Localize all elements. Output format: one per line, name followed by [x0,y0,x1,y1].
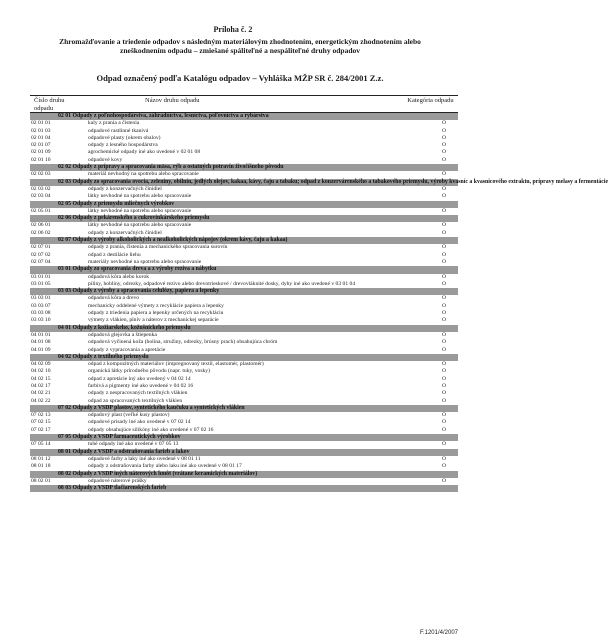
waste-code: 02 06 02 [31,229,51,236]
waste-name: odpad zo spracovaných textilných vlákien [88,397,183,404]
waste-category: O [441,142,447,149]
waste-category: O [441,302,447,309]
waste-name: odpady z triedenia papiera a lepenky určených na recykláciu [88,310,224,317]
table-row [30,244,458,251]
waste-code: 02 07 01 [31,244,51,251]
waste-code: 08 02 01 [31,477,51,484]
waste-name: látky nevhodné na spotrebu alebo spracovanie [88,207,192,214]
table-row [30,230,458,237]
table-row [30,142,458,149]
waste-category: O [441,229,447,236]
table-row [30,463,458,470]
group-title: 07 05 Odpady z VSDP farmaceutických výrobkov [58,434,181,441]
group-title: 03 01 Odpady zo spracovania dreva a z výroby reziva a nábytku [58,266,217,273]
waste-name: odpad z kompozitných materiálov (impregnovaný textil, elastomér, plastomér) [88,361,264,368]
table-row [30,295,458,302]
group-header-row [30,237,458,244]
waste-name: farbivá a pigmenty iné ako uvedené v 04 02 16 [88,382,194,389]
group-header-row [30,164,458,171]
waste-category: O [441,273,447,280]
waste-code: 02 05 01 [31,207,51,214]
waste-name: agrochemické odpady iné ako uvedené v 02 01 08 [88,149,201,156]
waste-code: 02 01 07 [31,142,51,149]
group-title: 03 03 Odpady z výroby a spracovania celulózy, papiera a lepenky [58,288,220,295]
form-code: F.1201/4/2007 [419,630,458,636]
column-header-category: Kategória odpadu [407,97,454,104]
waste-category: O [441,222,447,229]
waste-table [30,113,608,492]
table-row [30,128,458,135]
waste-name: látky nevhodné na spotrebu alebo spracovanie [88,193,192,200]
group-header-row [30,113,458,120]
table-row [30,186,458,193]
group-header-row [30,266,458,273]
waste-code: 02 06 01 [31,222,51,229]
group-header-row [30,485,458,492]
table-row [30,120,458,127]
waste-code: 03 03 07 [31,302,51,309]
waste-code: 02 01 10 [31,156,51,163]
group-header-row [30,178,608,186]
table-row [30,222,458,229]
group-title: 02 01 Odpady z poľnohospodárstva, záhradníctva, lesníctva, poľovníctva a rybárstva [58,113,269,119]
waste-code: 04 01 08 [31,339,51,346]
table-row [30,193,458,200]
table-row [30,383,458,390]
group-header-row [30,288,458,295]
table-row [30,398,458,405]
waste-name: odpad z apretácie iný ako uvedený v 04 02 14 [88,375,191,382]
waste-name: kaly z prania a čistenia [88,120,140,127]
waste-name: odpadová vyčinená koža (holina, stružiny, odrezky, brúsny prach) obsahujúca chróm [88,339,278,346]
table-row [30,376,458,383]
waste-category: O [441,310,447,317]
table-row [30,135,458,142]
waste-name: odpady z konzervačných činidiel [88,185,162,192]
waste-code: 07 05 14 [31,441,51,448]
waste-category: O [441,426,447,433]
table-row [30,419,458,426]
waste-code: 02 01 03 [31,127,51,134]
waste-category: O [441,361,447,368]
table-row [30,339,458,346]
waste-name: odpadové farby a laky iné ako uvedené v 08 01 11 [88,455,201,462]
table-row [30,390,458,397]
table-row [30,303,458,310]
waste-name: piliny, hobliny, odrezky, odpadové rezivo alebo drevotrieskové / drevovláknité dosky, dyhy iné ako uvedené v 03 01 04 [88,280,356,287]
waste-category: O [441,251,447,258]
waste-name: materiál nevhodný na spotrebu alebo spracovanie [88,171,199,178]
waste-category: O [441,477,447,484]
waste-name: odpady z nespracovaných textilných vlákien [88,390,188,397]
table-row [30,171,458,178]
waste-category: O [441,390,447,397]
table-row [30,281,458,288]
waste-code: 04 02 17 [31,382,51,389]
table-row [30,310,458,317]
group-title: 04 01 Odpady z kožiarskeho, kožušníckeho priemyslu [58,324,191,331]
waste-category: O [441,149,447,156]
waste-category: O [441,412,447,419]
group-title: 07 02 Odpady z VSDP plastov, syntetického kaučuku a syntetických vlákien [58,404,245,411]
waste-category: O [441,120,447,127]
waste-name: mechanicky oddelené výmety z recyklácie papiera a lepenky [88,302,224,309]
waste-name: odpadové rastlinné tkanivá [88,127,149,134]
waste-category: O [441,346,447,353]
group-header-row [30,471,458,478]
waste-name: tuhé odpady iné ako uvedené v 07 05 13 [88,441,179,448]
waste-category: O [441,280,447,287]
group-title: 08 03 Odpady z VSDP tlačiarenských farieb [58,485,167,492]
waste-name: odpadové kovy [88,156,123,163]
waste-category: O [441,127,447,134]
waste-code: 04 02 21 [31,390,51,397]
table-row [30,208,458,215]
waste-category: O [441,331,447,338]
table-row [30,157,458,164]
waste-category: O [441,185,447,192]
table-row [30,259,458,266]
column-header-name: Názov druhu odpadu [145,97,200,104]
waste-category: O [441,368,447,375]
table-row [30,252,458,259]
group-header-row [30,354,458,361]
waste-category: O [441,317,447,324]
waste-category: O [441,455,447,462]
waste-name: odpadová glejovka a štiepenka [88,331,157,338]
waste-code: 04 02 09 [31,361,51,368]
waste-code: 02 07 02 [31,251,51,258]
table-row [30,427,458,434]
waste-code: 03 03 01 [31,295,51,302]
waste-code: 02 07 04 [31,258,51,265]
group-title: 02 05 Odpady z priemyslu mliečnych výrobkov [58,200,175,207]
group-title: 08 01 Odpady z VSDP a odstraňovania farieb a lakov [58,448,190,455]
group-header-row [30,325,458,332]
waste-category: O [441,171,447,178]
waste-code: 03 01 01 [31,273,51,280]
table-row [30,441,458,448]
waste-code: 02 03 02 [31,185,51,192]
waste-name: odpady z lesného hospodárstva [88,142,158,149]
waste-name: výmety z vlákien, plnív a náterov z mechanickej separácie [88,317,219,324]
table-row [30,478,458,485]
table-row [30,347,458,354]
waste-category: O [441,295,447,302]
waste-code: 03 01 05 [31,280,51,287]
waste-code: 08 01 18 [31,463,51,470]
table-row [30,368,458,375]
group-header-row [30,434,458,441]
waste-code: 02 03 04 [31,193,51,200]
waste-code: 07 02 17 [31,426,51,433]
waste-category: O [441,463,447,470]
waste-name: odpad z destilácie liehu [88,251,141,258]
group-title: 02 02 Odpady z prípravy a spracovania mäsa, rýb a ostatných potravín živočíšneho pôvodu [58,164,284,171]
table-top-rule [30,95,458,96]
catalog-title: Odpad označený podľa Katalógu odpadov – Vyhláška MŽP SR č. 284/2001 Z.z. [96,73,384,83]
waste-name: odpady z konzervačných činidiel [88,229,162,236]
waste-category: O [441,419,447,426]
waste-name: odpady z odstraňovania farby alebo laku iné ako uvedené v 08 01 17 [88,463,242,470]
waste-name: odpady z vypracovania a apretácie [88,346,166,353]
appendix-label: Príloha č. 2 [213,25,253,34]
waste-category: O [441,339,447,346]
waste-category: O [441,134,447,141]
waste-category: O [441,193,447,200]
waste-name: materiály nevhodné na spotrebu alebo spracovanie [88,258,202,265]
waste-name: odpadové prísady iné ako uvedené v 07 02 14 [88,419,191,426]
group-title: 02 03 Odpady zo spracovania ovocia, zeleniny, obilnín, jedlých olejov, kakaa, kávy, čaju a tabaku; odpad z konzervárenského a tabakového priemyslu, výroby kvasníc a kvasnicového extraktu, prípravy melasy a fermentácie [58,178,608,185]
waste-code: 04 02 22 [31,397,51,404]
group-title: 04 02 Odpady z textilného priemyslu [58,353,149,360]
group-title: 08 02 Odpady z VSDP iných náterových hmôt (vrátane keramických materiálov) [58,470,258,477]
table-row [30,149,458,156]
waste-code: 04 02 15 [31,375,51,382]
waste-code: 02 02 03 [31,171,51,178]
waste-name: odpady z prania, čistenia a mechanického spracovania surovín [88,244,228,251]
group-header-row [30,449,458,456]
waste-name: odpadový plast (veľké kusy plastov) [88,412,170,419]
waste-code: 07 02 13 [31,412,51,419]
waste-name: odpadová kôra a drevo [88,295,140,302]
waste-code: 03 03 08 [31,310,51,317]
waste-category: O [441,244,447,251]
waste-code: 02 01 01 [31,120,51,127]
table-row [30,317,458,324]
waste-code: 02 01 04 [31,134,51,141]
group-header-row [30,201,458,208]
waste-code: 08 01 12 [31,455,51,462]
waste-category: O [441,156,447,163]
waste-code: 07 02 15 [31,419,51,426]
group-title: 02 06 Odpady z pekárenského a cukrovinkárskeho priemyslu [58,215,210,222]
waste-code: 03 03 10 [31,317,51,324]
waste-category: O [441,397,447,404]
group-header-row [30,215,458,222]
waste-category: O [441,441,447,448]
table-row [30,274,458,281]
waste-name: látky nevhodné na spotrebu alebo spracovanie [88,222,192,229]
group-title: 02 07 Odpady z výroby alkoholických a nealkoholických nápojov (okrem kávy, čaju a kakaa) [58,237,288,244]
waste-category: O [441,375,447,382]
waste-name: odpadové plasty (okrem obalov) [88,134,161,141]
waste-name: odpadové náterové prášky [88,477,147,484]
waste-category: O [441,258,447,265]
waste-code: 04 02 10 [31,368,51,375]
document-description: Zhromažďovanie a triedenie odpadov s následným materiálovým zhodnotením, energetickým zhodnotením alebo zneškodnením odpadu – zmiešané spáliteľné a nespáliteľné druhy odpadov [59,37,421,55]
waste-name: organická látky prírodného pôvodu (napr. tuky, vosky) [88,368,210,375]
waste-name: odpady obsahujúce silikóny iné ako uvedené v 07 02 16 [88,426,214,433]
waste-code: 04 01 09 [31,346,51,353]
waste-code: 02 01 09 [31,149,51,156]
waste-code: 04 01 01 [31,331,51,338]
waste-category: O [441,382,447,389]
column-header-code: Číslo druhu odpadu [34,97,65,112]
table-row [30,412,458,419]
waste-category: O [441,207,447,214]
waste-name: odpadová kôra alebo korok [88,273,150,280]
